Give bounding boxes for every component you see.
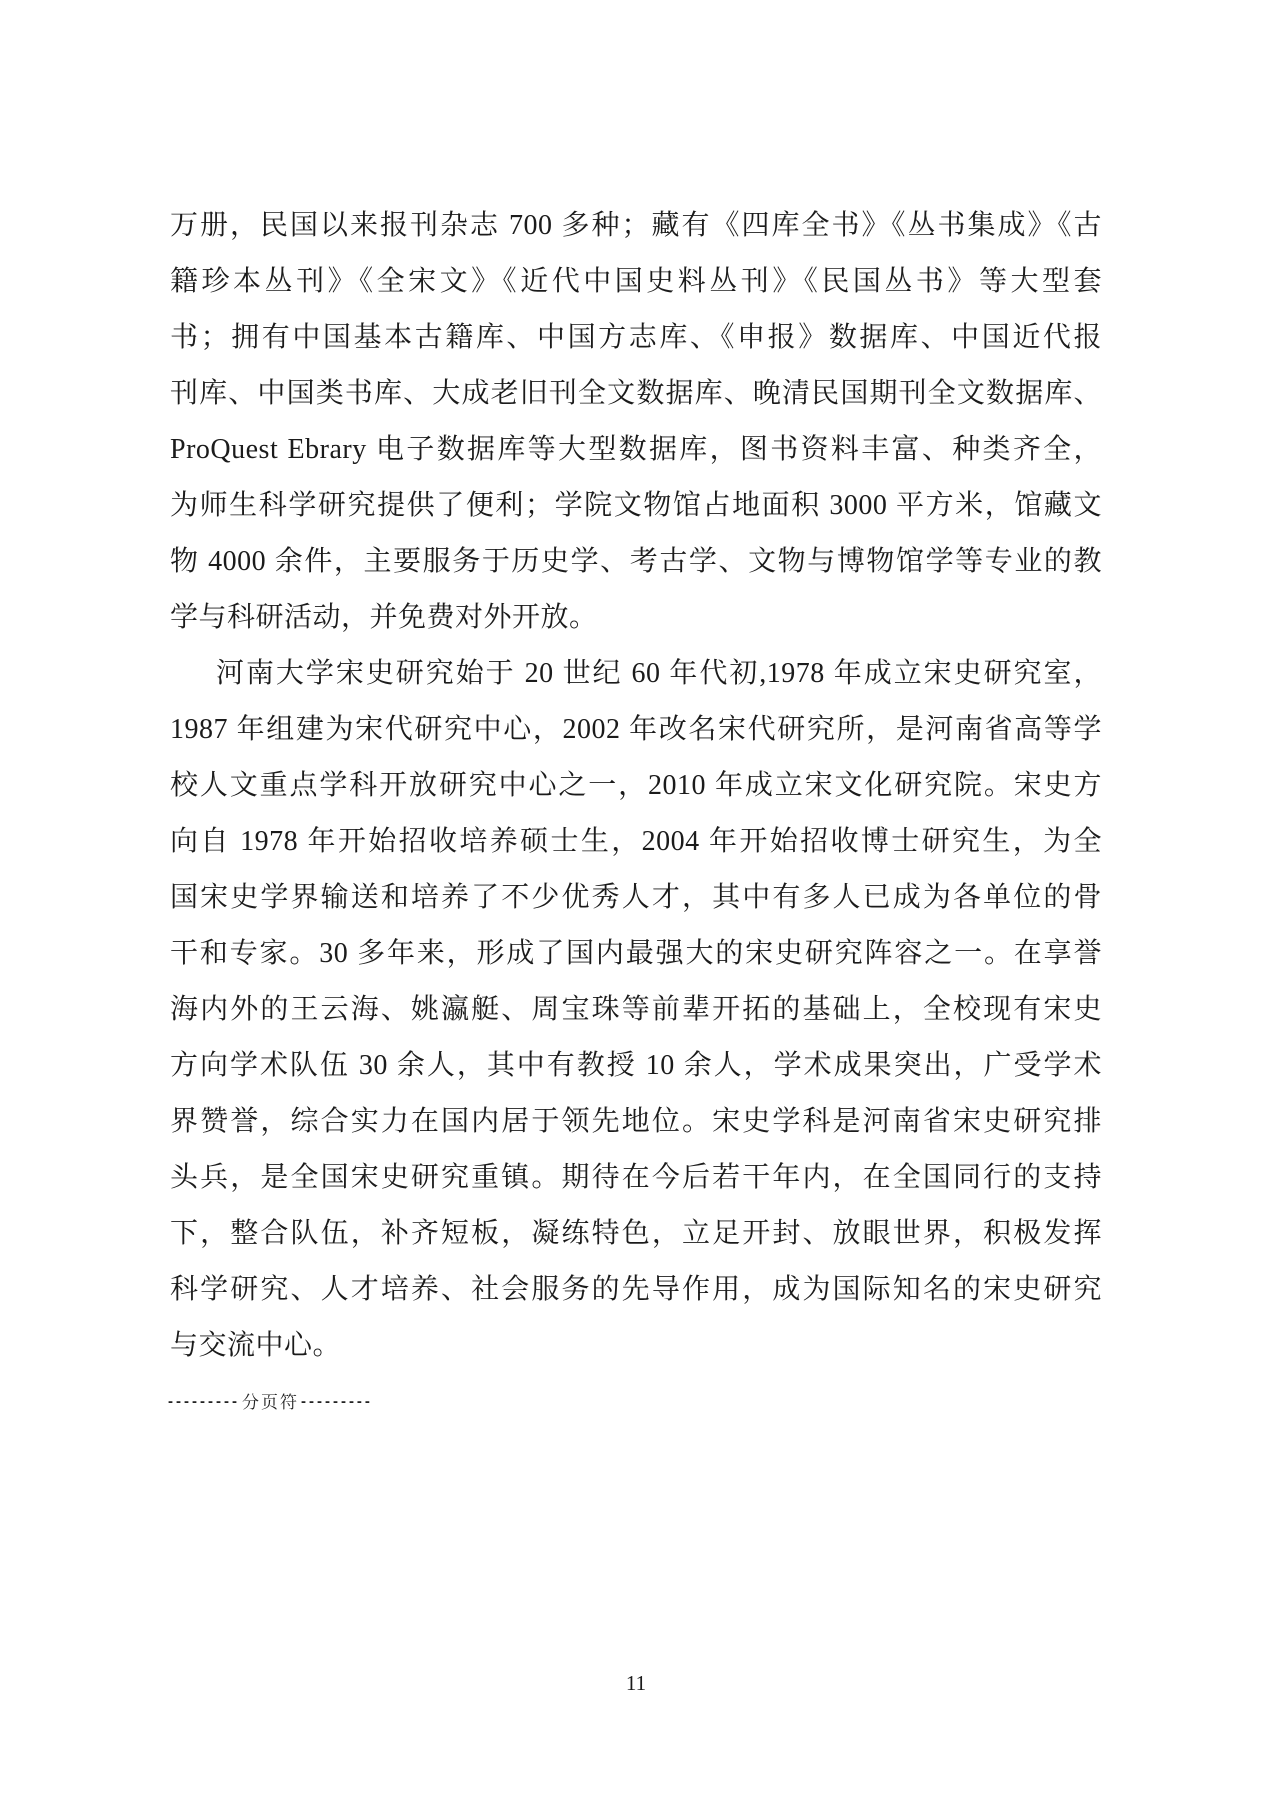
text-line: 与交流中心。 (170, 1330, 342, 1361)
text-line: 籍珍本丛刊》《全宋文》《近代中国史料丛刊》《民国丛书》等大型套 (170, 266, 1102, 297)
text-line: 为师生科学研究提供了便利；学院文物馆占地面积 3000 平方米，馆藏文 (170, 490, 1102, 521)
text-line: 科学研究、人才培养、社会服务的先导作用，成为国际知名的宋史研究 (170, 1274, 1102, 1305)
page-break-dashes-left: --------- (168, 1393, 240, 1410)
text-line: 万册，民国以来报刊杂志 700 多种；藏有《四库全书》《丛书集成》《古 (170, 210, 1102, 241)
text-line: 书；拥有中国基本古籍库、中国方志库、《申报》数据库、中国近代报 (170, 322, 1102, 353)
text-line: 河南大学宋史研究始于 20 世纪 60 年代初,1978 年成立宋史研究室， (216, 658, 1102, 689)
text-line: 方向学术队伍 30 余人，其中有教授 10 余人，学术成果突出，广受学术 (170, 1050, 1102, 1081)
text-line: 国宋史学界输送和培养了不少优秀人才，其中有多人已成为各单位的骨 (170, 882, 1102, 913)
document-body (170, 198, 1102, 1374)
text-line: 校人文重点学科开放研究中心之一，2010 年成立宋文化研究院。宋史方 (170, 770, 1102, 801)
text-line: ProQuest Ebrary 电子数据库等大型数据库，图书资料丰富、种类齐全， (170, 434, 1102, 465)
text-line: 1987 年组建为宋代研究中心，2002 年改名宋代研究所，是河南省高等学 (170, 714, 1102, 745)
page-break-label: 分页符 (241, 1393, 299, 1412)
text-line: 头兵，是全国宋史研究重镇。期待在今后若干年内，在全国同行的支持 (170, 1162, 1102, 1193)
paragraph (170, 198, 1102, 646)
text-line: 学与科研活动，并免费对外开放。 (170, 602, 598, 633)
page-break-dashes-right: --------- (300, 1393, 373, 1410)
text-line: 下，整合队伍，补齐短板，凝练特色，立足开封、放眼世界，积极发挥 (170, 1218, 1102, 1249)
page-break-marker (168, 1390, 373, 1415)
text-line: 干和专家。30 多年来，形成了国内最强大的宋史研究阵容之一。在享誉 (170, 938, 1102, 969)
text-line: 向自 1978 年开始招收培养硕士生，2004 年开始招收博士研究生，为全 (170, 826, 1102, 857)
paragraph (170, 646, 1102, 1374)
page-footer (170, 1668, 1102, 1698)
text-line: 海内外的王云海、姚瀛艇、周宝珠等前辈开拓的基础上，全校现有宋史 (170, 994, 1102, 1025)
text-line: 物 4000 余件，主要服务于历史学、考古学、文物与博物馆学等专业的教 (170, 546, 1102, 577)
text-line: 界赞誉，综合实力在国内居于领先地位。宋史学科是河南省宋史研究排 (170, 1106, 1102, 1137)
page-number: 11 (625, 1671, 647, 1695)
text-line: 刊库、中国类书库、大成老旧刊全文数据库、晚清民国期刊全文数据库、 (170, 378, 1102, 409)
